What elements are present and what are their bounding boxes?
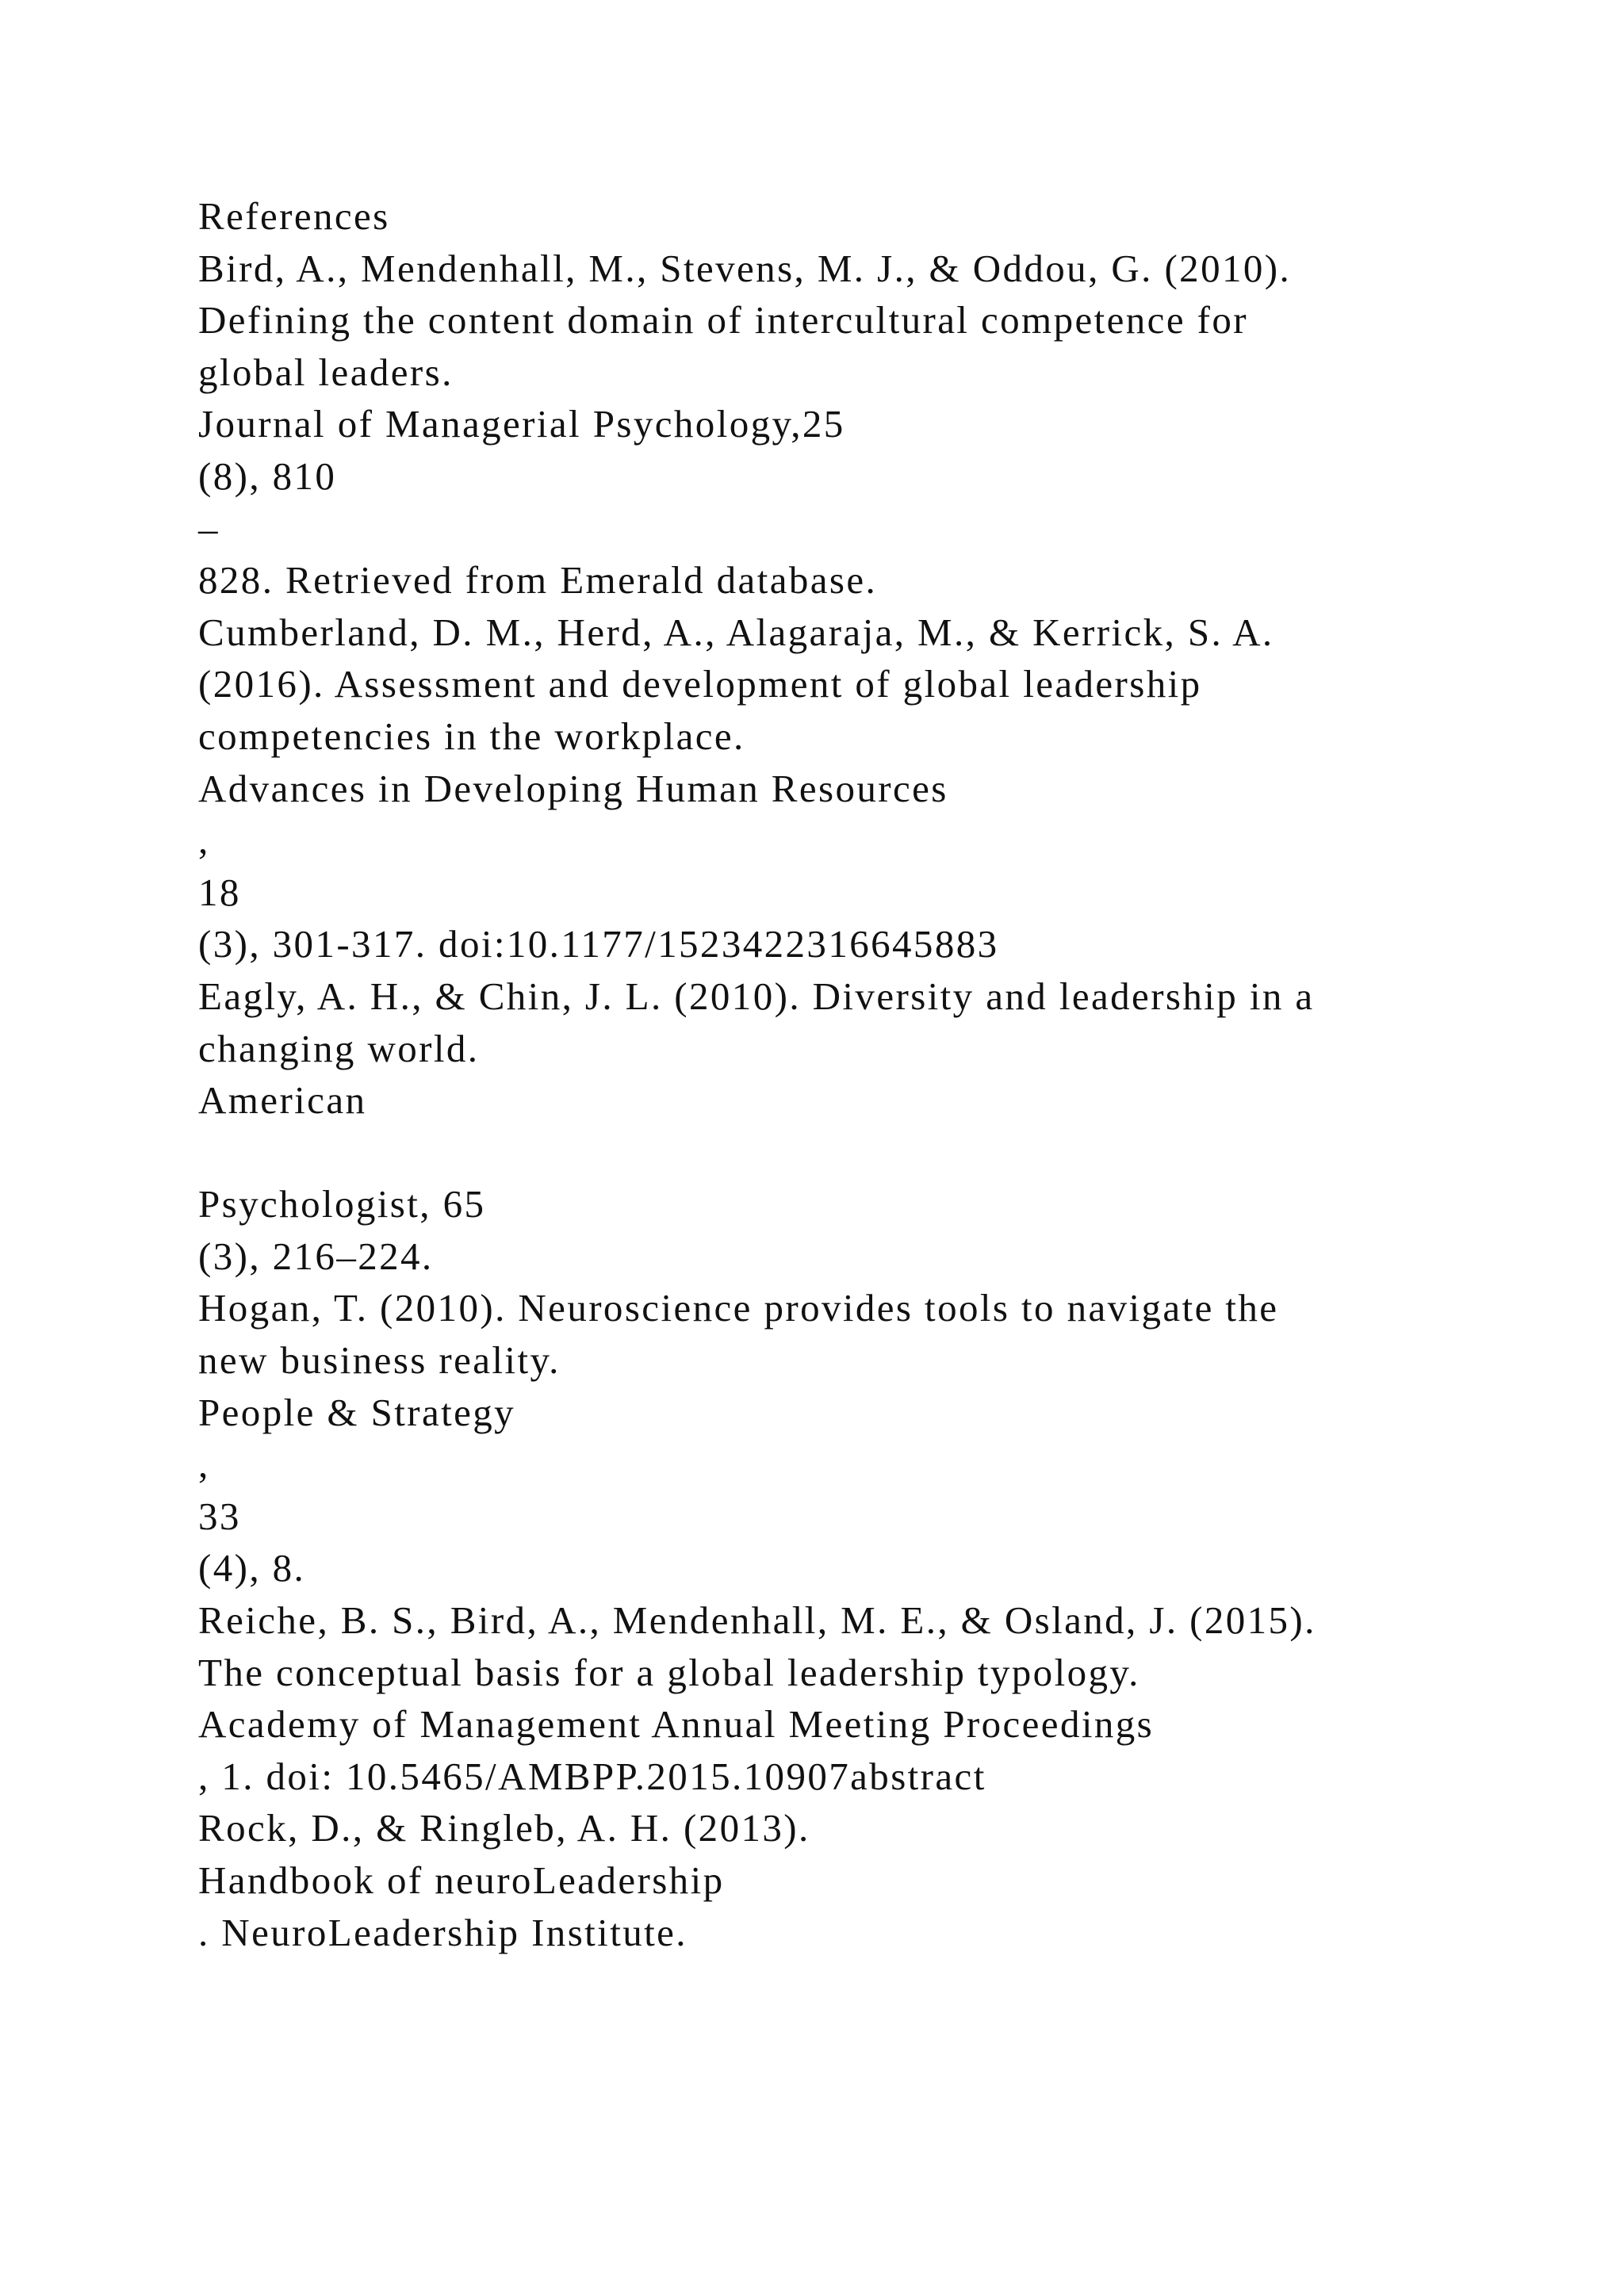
- text-line: Rock, D., & Ringleb, A. H. (2013).: [198, 1806, 810, 1850]
- text-line: The conceptual basis for a global leadership typology.: [198, 1650, 1140, 1694]
- text-line: ,: [198, 818, 210, 863]
- text-line: global leaders.: [198, 350, 454, 394]
- text-line: 828. Retrieved from Emerald database.: [198, 558, 878, 603]
- text-line: 18: [198, 870, 241, 914]
- text-line: Cumberland, D. M., Herd, A., Alagaraja, M., & Kerrick, S. A.: [198, 610, 1274, 654]
- blank-line: [198, 1127, 1467, 1179]
- text-line: Psychologist, 65: [198, 1182, 486, 1226]
- text-line: Journal of Managerial Psychology,25: [198, 402, 845, 446]
- text-line: (4), 8.: [198, 1546, 306, 1590]
- references-heading: References: [198, 194, 390, 238]
- text-line: Academy of Management Annual Meeting Proceedings: [198, 1702, 1155, 1747]
- text-line: Bird, A., Mendenhall, M., Stevens, M. J., & Oddou, G. (2010).: [198, 246, 1292, 290]
- text-line: (3), 301-317. doi:10.1177/1523422316645883: [198, 922, 999, 966]
- text-line: Reiche, B. S., Bird, A., Mendenhall, M. E., & Osland, J. (2015).: [198, 1598, 1316, 1643]
- text-line: (2016). Assessment and development of global leadership: [198, 662, 1202, 706]
- text-line: American: [198, 1078, 367, 1123]
- text-line: Eagly, A. H., & Chin, J. L. (2010). Diversity and leadership in a: [198, 974, 1315, 1018]
- text-line: 33: [198, 1494, 241, 1538]
- text-line: new business reality.: [198, 1338, 561, 1383]
- text-line: Hogan, T. (2010). Neuroscience provides tools to navigate the: [198, 1286, 1279, 1330]
- text-line: Handbook of neuroLeadership: [198, 1858, 725, 1902]
- text-line: People & Strategy: [198, 1390, 516, 1434]
- text-line: competencies in the workplace.: [198, 714, 745, 758]
- text-line: , 1. doi: 10.5465/AMBPP.2015.10907abstract: [198, 1754, 986, 1798]
- references-text: [198, 190, 1467, 1958]
- text-line: ,: [198, 1442, 210, 1487]
- text-line: Defining the content domain of intercultural competence for: [198, 298, 1248, 342]
- text-line: changing world.: [198, 1026, 480, 1070]
- text-line: –: [198, 506, 220, 550]
- text-line: (8), 810: [198, 453, 337, 498]
- text-line: . NeuroLeadership Institute.: [198, 1910, 688, 1954]
- text-line: (3), 216–224.: [198, 1234, 434, 1278]
- text-line: Advances in Developing Human Resources: [198, 766, 948, 810]
